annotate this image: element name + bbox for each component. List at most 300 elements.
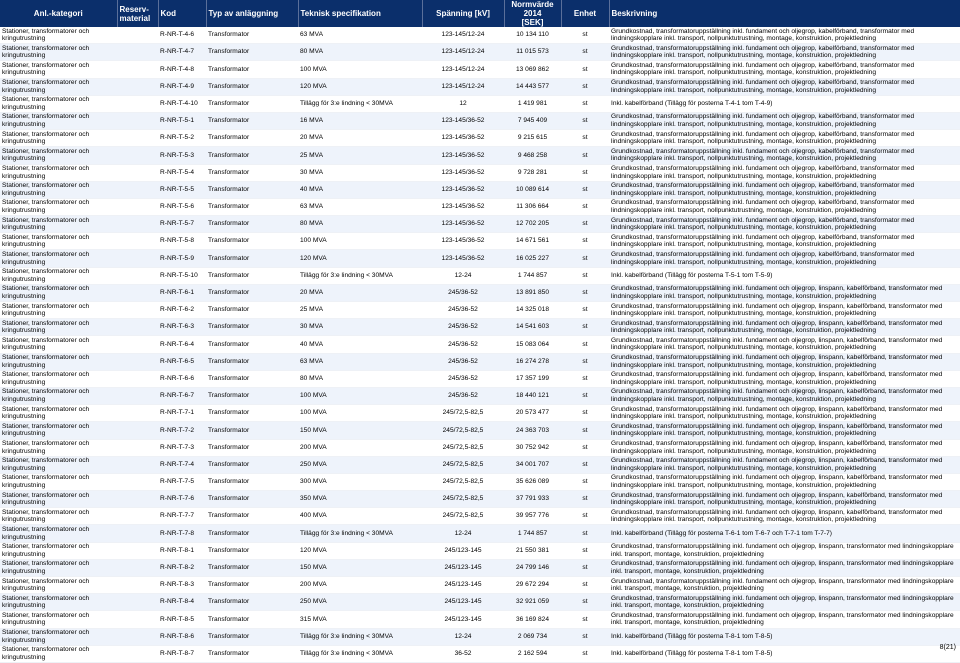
- reserve-cell: [117, 577, 158, 594]
- spec-cell: 100 MVA: [298, 61, 422, 78]
- description-cell: Inkl. kabelförband (Tillägg för posterna T-8-1 tom T-8-5): [609, 645, 960, 662]
- description-cell: Grundkostnad, transformatoruppställning inkl. fundament och oljegrop, linspann, transformator med lindningskopplare inkl. transport, montage, konstruktion, projektledning: [609, 611, 960, 628]
- norm-value-cell: 37 791 933: [504, 491, 561, 508]
- type-cell: Transformator: [206, 422, 298, 439]
- description-cell: Grundkostnad, transformatoruppställning inkl. fundament och oljegrop, kabelförband, transformator med lindningskopplare inkl. transport, nollpunktutrustning, montage, konstruktion, projektledning: [609, 164, 960, 181]
- voltage-cell: 245/72,5-82,5: [422, 405, 504, 422]
- category-cell: Stationer, transformatorer och kringutrustning: [0, 233, 117, 250]
- norm-value-cell: 14 443 577: [504, 78, 561, 95]
- code-cell: R-NR-T-7-7: [158, 508, 206, 525]
- voltage-cell: 245/36-52: [422, 319, 504, 336]
- table-row: [0, 336, 960, 353]
- code-cell: R-NR-T-6-6: [158, 370, 206, 387]
- reserve-cell: [117, 611, 158, 628]
- category-cell: Stationer, transformatorer och kringutrustning: [0, 628, 117, 645]
- type-cell: Transformator: [206, 628, 298, 645]
- category-cell: Stationer, transformatorer och kringutrustning: [0, 284, 117, 301]
- type-cell: Transformator: [206, 473, 298, 490]
- table-body: [0, 27, 960, 662]
- spec-cell: Tillägg för 3:e lindning < 30MVA: [298, 645, 422, 662]
- spec-cell: 300 MVA: [298, 473, 422, 490]
- norm-value-cell: 9 468 258: [504, 147, 561, 164]
- norm-value-cell: 10 134 110: [504, 27, 561, 44]
- voltage-cell: 12-24: [422, 267, 504, 284]
- spec-cell: Tillägg för 3:e lindning < 30MVA: [298, 267, 422, 284]
- table-row: [0, 577, 960, 594]
- reserve-cell: [117, 95, 158, 112]
- unit-cell: st: [561, 147, 609, 164]
- table-row: [0, 78, 960, 95]
- unit-cell: st: [561, 250, 609, 267]
- category-cell: Stationer, transformatorer och kringutrustning: [0, 422, 117, 439]
- unit-cell: st: [561, 61, 609, 78]
- norm-value-cell: 10 089 614: [504, 181, 561, 198]
- norm-value-cell: 1 744 857: [504, 525, 561, 542]
- reserve-cell: [117, 405, 158, 422]
- spec-cell: 80 MVA: [298, 216, 422, 233]
- table-row: [0, 559, 960, 576]
- norm-value-cell: 1 419 981: [504, 95, 561, 112]
- spec-cell: 120 MVA: [298, 250, 422, 267]
- type-cell: Transformator: [206, 559, 298, 576]
- code-cell: R-NR-T-7-2: [158, 422, 206, 439]
- unit-cell: st: [561, 628, 609, 645]
- reserve-cell: [117, 164, 158, 181]
- code-cell: R-NR-T-7-5: [158, 473, 206, 490]
- reserve-cell: [117, 353, 158, 370]
- table-row: [0, 267, 960, 284]
- description-cell: Grundkostnad, transformatoruppställning inkl. fundament och oljegrop, linspann, kabelförband, transformator med lindningskopplare inkl. transport, nollpunktutrustning, montage, konstruktion, projektledning: [609, 491, 960, 508]
- page-number: 8(21): [939, 644, 956, 651]
- description-cell: Grundkostnad, transformatoruppställning inkl. fundament och oljegrop, kabelförband, transformator med lindningskopplare inkl. transport, nollpunktutrustning, montage, konstruktion, projektledning: [609, 216, 960, 233]
- table-row: [0, 130, 960, 147]
- reserve-cell: [117, 336, 158, 353]
- spec-cell: Tillägg för 3:e lindning < 30MVA: [298, 628, 422, 645]
- unit-cell: st: [561, 164, 609, 181]
- reserve-cell: [117, 112, 158, 129]
- voltage-cell: 123-145/36-52: [422, 216, 504, 233]
- code-cell: R-NR-T-7-1: [158, 405, 206, 422]
- reserve-cell: [117, 422, 158, 439]
- table-row: [0, 44, 960, 61]
- code-cell: R-NR-T-4-10: [158, 95, 206, 112]
- code-cell: R-NR-T-4-7: [158, 44, 206, 61]
- spec-cell: 315 MVA: [298, 611, 422, 628]
- voltage-cell: 123-145/36-52: [422, 130, 504, 147]
- reserve-cell: [117, 319, 158, 336]
- norm-value-cell: 2 069 734: [504, 628, 561, 645]
- code-cell: R-NR-T-5-4: [158, 164, 206, 181]
- norm-value-cell: 13 891 850: [504, 284, 561, 301]
- norm-value-cell: 29 672 294: [504, 577, 561, 594]
- description-cell: Grundkostnad, transformatoruppställning inkl. fundament och oljegrop, kabelförband, transformator med lindningskopplare inkl. transport, nollpunktutrustning, montage, konstruktion, projektledning: [609, 250, 960, 267]
- norm-value-cell: 14 541 603: [504, 319, 561, 336]
- header-type: Typ av anläggning: [206, 0, 298, 27]
- code-cell: R-NR-T-6-5: [158, 353, 206, 370]
- description-cell: Inkl. kabelförband (Tillägg för posterna T-5-1 tom T-5-9): [609, 267, 960, 284]
- code-cell: R-NR-T-4-8: [158, 61, 206, 78]
- type-cell: Transformator: [206, 439, 298, 456]
- unit-cell: st: [561, 645, 609, 662]
- type-cell: Transformator: [206, 525, 298, 542]
- description-cell: Grundkostnad, transformatoruppställning inkl. fundament och oljegrop, kabelförband, transformator med lindningskopplare inkl. transport, nollpunktutrustning, montage, konstruktion, projektledning: [609, 181, 960, 198]
- norm-value-cell: 13 069 862: [504, 61, 561, 78]
- description-cell: Grundkostnad, transformatoruppställning inkl. fundament och oljegrop, linspann, kabelförband, transformator med lindningskopplare inkl. transport, nollpunktutrustning, montage, konstruktion, projektledning: [609, 302, 960, 319]
- description-cell: Grundkostnad, transformatoruppställning inkl. fundament och oljegrop, linspann, kabelförband, transformator med lindningskopplare inkl. transport, nollpunktutrustning, montage, konstruktion, projektledning: [609, 456, 960, 473]
- header-row: [0, 0, 960, 27]
- reserve-cell: [117, 216, 158, 233]
- category-cell: Stationer, transformatorer och kringutrustning: [0, 95, 117, 112]
- code-cell: R-NR-T-5-1: [158, 112, 206, 129]
- unit-cell: st: [561, 44, 609, 61]
- category-cell: Stationer, transformatorer och kringutrustning: [0, 130, 117, 147]
- description-cell: Grundkostnad, transformatoruppställning inkl. fundament och oljegrop, linspann, transformator med lindningskopplare inkl. transport, montage, konstruktion, projektledning: [609, 559, 960, 576]
- code-cell: R-NR-T-8-4: [158, 594, 206, 611]
- category-cell: Stationer, transformatorer och kringutrustning: [0, 577, 117, 594]
- description-cell: Grundkostnad, transformatoruppställning inkl. fundament och oljegrop, kabelförband, transformator med lindningskopplare inkl. transport, nollpunktutrustning, montage, konstruktion, projektledning: [609, 44, 960, 61]
- norm-value-cell: 21 550 381: [504, 542, 561, 559]
- category-cell: Stationer, transformatorer och kringutrustning: [0, 44, 117, 61]
- voltage-cell: 245/36-52: [422, 370, 504, 387]
- spec-cell: 30 MVA: [298, 164, 422, 181]
- spec-cell: 40 MVA: [298, 181, 422, 198]
- voltage-cell: 245/36-52: [422, 284, 504, 301]
- description-cell: Grundkostnad, transformatoruppställning inkl. fundament och oljegrop, kabelförband, transformator med lindningskopplare inkl. transport, nollpunktutrustning, montage, konstruktion, projektledning: [609, 233, 960, 250]
- reserve-cell: [117, 456, 158, 473]
- voltage-cell: 245/72,5-82,5: [422, 491, 504, 508]
- category-cell: Stationer, transformatorer och kringutrustning: [0, 61, 117, 78]
- table-row: [0, 250, 960, 267]
- unit-cell: st: [561, 525, 609, 542]
- reserve-cell: [117, 250, 158, 267]
- description-cell: Grundkostnad, transformatoruppställning inkl. fundament och oljegrop, linspann, transformator med lindningskopplare inkl. transport, montage, konstruktion, projektledning: [609, 594, 960, 611]
- unit-cell: st: [561, 422, 609, 439]
- reserve-cell: [117, 198, 158, 215]
- description-cell: Grundkostnad, transformatoruppställning inkl. fundament och oljegrop, linspann, kabelförband, transformator med lindningskopplare inkl. transport, nollpunktutrustning, montage, konstruktion, projektledning: [609, 508, 960, 525]
- code-cell: R-NR-T-5-3: [158, 147, 206, 164]
- unit-cell: st: [561, 577, 609, 594]
- unit-cell: st: [561, 473, 609, 490]
- unit-cell: st: [561, 319, 609, 336]
- category-cell: Stationer, transformatorer och kringutrustning: [0, 353, 117, 370]
- code-cell: R-NR-T-4-9: [158, 78, 206, 95]
- code-cell: R-NR-T-8-5: [158, 611, 206, 628]
- type-cell: Transformator: [206, 611, 298, 628]
- table-row: [0, 302, 960, 319]
- category-cell: Stationer, transformatorer och kringutrustning: [0, 405, 117, 422]
- norm-value-cell: 9 215 615: [504, 130, 561, 147]
- voltage-cell: 245/36-52: [422, 387, 504, 404]
- description-cell: Inkl. kabelförband (Tillägg för posterna T-4-1 tom T-4-9): [609, 95, 960, 112]
- unit-cell: st: [561, 456, 609, 473]
- header-description: Beskrivning: [609, 0, 960, 27]
- reserve-cell: [117, 508, 158, 525]
- table-row: [0, 491, 960, 508]
- table-row: [0, 456, 960, 473]
- norm-value-cell: 11 306 664: [504, 198, 561, 215]
- code-cell: R-NR-T-5-10: [158, 267, 206, 284]
- category-cell: Stationer, transformatorer och kringutrustning: [0, 267, 117, 284]
- norm-value-cell: 16 274 278: [504, 353, 561, 370]
- spec-cell: 25 MVA: [298, 147, 422, 164]
- table-row: [0, 319, 960, 336]
- voltage-cell: 123-145/12-24: [422, 27, 504, 44]
- code-cell: R-NR-T-4-6: [158, 27, 206, 44]
- voltage-cell: 123-145/12-24: [422, 44, 504, 61]
- table-row: [0, 370, 960, 387]
- category-cell: Stationer, transformatorer och kringutrustning: [0, 611, 117, 628]
- description-cell: Grundkostnad, transformatoruppställning inkl. fundament och oljegrop, linspann, transformator med lindningskopplare inkl. transport, montage, konstruktion, projektledning: [609, 577, 960, 594]
- table-row: [0, 594, 960, 611]
- description-cell: Grundkostnad, transformatoruppställning inkl. fundament och oljegrop, kabelförband, transformator med lindningskopplare inkl. transport, nollpunktutrustning, montage, konstruktion, projektledning: [609, 27, 960, 44]
- type-cell: Transformator: [206, 370, 298, 387]
- voltage-cell: 36-52: [422, 645, 504, 662]
- unit-cell: st: [561, 611, 609, 628]
- spec-cell: 250 MVA: [298, 594, 422, 611]
- table-row: [0, 216, 960, 233]
- category-cell: Stationer, transformatorer och kringutrustning: [0, 336, 117, 353]
- type-cell: Transformator: [206, 542, 298, 559]
- voltage-cell: 123-145/36-52: [422, 112, 504, 129]
- type-cell: Transformator: [206, 112, 298, 129]
- spec-cell: 120 MVA: [298, 78, 422, 95]
- voltage-cell: 245/72,5-82,5: [422, 422, 504, 439]
- table-row: [0, 95, 960, 112]
- code-cell: R-NR-T-8-1: [158, 542, 206, 559]
- unit-cell: st: [561, 336, 609, 353]
- table-row: [0, 353, 960, 370]
- header-unit: Enhet: [561, 0, 609, 27]
- unit-cell: st: [561, 284, 609, 301]
- type-cell: Transformator: [206, 508, 298, 525]
- norm-value-cell: 18 440 121: [504, 387, 561, 404]
- norm-value-cell: 14 325 018: [504, 302, 561, 319]
- type-cell: Transformator: [206, 78, 298, 95]
- code-cell: R-NR-T-7-8: [158, 525, 206, 542]
- voltage-cell: 123-145/36-52: [422, 233, 504, 250]
- voltage-cell: 123-145/36-52: [422, 147, 504, 164]
- category-cell: Stationer, transformatorer och kringutrustning: [0, 645, 117, 662]
- code-cell: R-NR-T-5-2: [158, 130, 206, 147]
- description-cell: Grundkostnad, transformatoruppställning inkl. fundament och oljegrop, linspann, kabelförband, transformator med lindningskopplare inkl. transport, nollpunktutrustning, montage, konstruktion, projektledning: [609, 473, 960, 490]
- voltage-cell: 245/72,5-82,5: [422, 456, 504, 473]
- reserve-cell: [117, 491, 158, 508]
- voltage-cell: 245/123-145: [422, 559, 504, 576]
- type-cell: Transformator: [206, 405, 298, 422]
- unit-cell: st: [561, 370, 609, 387]
- reserve-cell: [117, 233, 158, 250]
- header-category: Anl.-kategori: [0, 0, 117, 27]
- type-cell: Transformator: [206, 577, 298, 594]
- spec-cell: 63 MVA: [298, 27, 422, 44]
- spec-cell: 400 MVA: [298, 508, 422, 525]
- norm-value-cell: 20 573 477: [504, 405, 561, 422]
- header-norm: Normvärde 2014 [SEK]: [504, 0, 561, 27]
- category-cell: Stationer, transformatorer och kringutrustning: [0, 559, 117, 576]
- description-cell: Grundkostnad, transformatoruppställning inkl. fundament och oljegrop, linspann, kabelförband, transformator med lindningskopplare inkl. transport, nollpunktutrustning, montage, konstruktion, projektledning: [609, 336, 960, 353]
- norm-value-cell: 34 001 707: [504, 456, 561, 473]
- reserve-cell: [117, 645, 158, 662]
- reserve-cell: [117, 594, 158, 611]
- type-cell: Transformator: [206, 387, 298, 404]
- unit-cell: st: [561, 267, 609, 284]
- table-row: [0, 542, 960, 559]
- reserve-cell: [117, 439, 158, 456]
- description-cell: Grundkostnad, transformatoruppställning inkl. fundament och oljegrop, linspann, transformator med lindningskopplare inkl. transport, montage, konstruktion, projektledning: [609, 542, 960, 559]
- category-cell: Stationer, transformatorer och kringutrustning: [0, 387, 117, 404]
- type-cell: Transformator: [206, 44, 298, 61]
- type-cell: Transformator: [206, 198, 298, 215]
- norm-value-cell: 2 162 594: [504, 645, 561, 662]
- spec-cell: 20 MVA: [298, 130, 422, 147]
- description-cell: Grundkostnad, transformatoruppställning inkl. fundament och oljegrop, kabelförband, transformator med lindningskopplare inkl. transport, nollpunktutrustning, montage, konstruktion, projektledning: [609, 130, 960, 147]
- norm-value-cell: 14 671 561: [504, 233, 561, 250]
- spec-cell: 150 MVA: [298, 422, 422, 439]
- spec-cell: 350 MVA: [298, 491, 422, 508]
- voltage-cell: 245/123-145: [422, 611, 504, 628]
- category-cell: Stationer, transformatorer och kringutrustning: [0, 542, 117, 559]
- code-cell: R-NR-T-8-3: [158, 577, 206, 594]
- unit-cell: st: [561, 559, 609, 576]
- description-cell: Grundkostnad, transformatoruppställning inkl. fundament och oljegrop, kabelförband, transformator med lindningskopplare inkl. transport, nollpunktutrustning, montage, konstruktion, projektledning: [609, 147, 960, 164]
- unit-cell: st: [561, 508, 609, 525]
- table-row: [0, 181, 960, 198]
- unit-cell: st: [561, 181, 609, 198]
- spec-cell: 25 MVA: [298, 302, 422, 319]
- type-cell: Transformator: [206, 491, 298, 508]
- code-cell: R-NR-T-7-6: [158, 491, 206, 508]
- code-cell: R-NR-T-7-3: [158, 439, 206, 456]
- header-code: Kod: [158, 0, 206, 27]
- description-cell: Grundkostnad, transformatoruppställning inkl. fundament och oljegrop, linspann, kabelförband, transformator med lindningskopplare inkl. transport, nollpunktutrustning, montage, konstruktion, projektledning: [609, 353, 960, 370]
- type-cell: Transformator: [206, 233, 298, 250]
- code-cell: R-NR-T-6-7: [158, 387, 206, 404]
- category-cell: Stationer, transformatorer och kringutrustning: [0, 27, 117, 44]
- voltage-cell: 12-24: [422, 628, 504, 645]
- reserve-cell: [117, 628, 158, 645]
- norm-value-cell: 11 015 573: [504, 44, 561, 61]
- table-row: [0, 233, 960, 250]
- category-cell: Stationer, transformatorer och kringutrustning: [0, 112, 117, 129]
- table-row: [0, 147, 960, 164]
- voltage-cell: 245/36-52: [422, 353, 504, 370]
- norm-value-cell: 12 702 205: [504, 216, 561, 233]
- voltage-cell: 245/123-145: [422, 594, 504, 611]
- category-cell: Stationer, transformatorer och kringutrustning: [0, 216, 117, 233]
- reserve-cell: [117, 302, 158, 319]
- unit-cell: st: [561, 130, 609, 147]
- norm-value-cell: 17 357 199: [504, 370, 561, 387]
- table-row: [0, 27, 960, 44]
- code-cell: R-NR-T-6-4: [158, 336, 206, 353]
- code-cell: R-NR-T-5-8: [158, 233, 206, 250]
- category-cell: Stationer, transformatorer och kringutrustning: [0, 302, 117, 319]
- unit-cell: st: [561, 233, 609, 250]
- table-row: [0, 422, 960, 439]
- category-cell: Stationer, transformatorer och kringutrustning: [0, 319, 117, 336]
- type-cell: Transformator: [206, 594, 298, 611]
- table-row: [0, 112, 960, 129]
- type-cell: Transformator: [206, 456, 298, 473]
- norm-value-cell: 39 957 776: [504, 508, 561, 525]
- code-cell: R-NR-T-8-6: [158, 628, 206, 645]
- description-cell: Grundkostnad, transformatoruppställning inkl. fundament och oljegrop, linspann, kabelförband, transformator med lindningskopplare inkl. transport, nollpunktutrustning, montage, konstruktion, projektledning: [609, 405, 960, 422]
- spec-cell: 100 MVA: [298, 405, 422, 422]
- code-cell: R-NR-T-8-7: [158, 645, 206, 662]
- category-cell: Stationer, transformatorer och kringutrustning: [0, 594, 117, 611]
- type-cell: Transformator: [206, 302, 298, 319]
- category-cell: Stationer, transformatorer och kringutrustning: [0, 456, 117, 473]
- category-cell: Stationer, transformatorer och kringutrustning: [0, 491, 117, 508]
- reserve-cell: [117, 181, 158, 198]
- table-row: [0, 525, 960, 542]
- code-cell: R-NR-T-5-9: [158, 250, 206, 267]
- description-cell: Grundkostnad, transformatoruppställning inkl. fundament och oljegrop, linspann, kabelförband, transformator med lindningskopplare inkl. transport, nollpunktutrustning, montage, konstruktion, projektledning: [609, 319, 960, 336]
- category-cell: Stationer, transformatorer och kringutrustning: [0, 473, 117, 490]
- voltage-cell: 245/123-145: [422, 542, 504, 559]
- norm-value-cell: 32 921 059: [504, 594, 561, 611]
- type-cell: Transformator: [206, 284, 298, 301]
- table-row: [0, 198, 960, 215]
- description-cell: Grundkostnad, transformatoruppställning inkl. fundament och oljegrop, kabelförband, transformator med lindningskopplare inkl. transport, nollpunktutrustning, montage, konstruktion, projektledning: [609, 112, 960, 129]
- voltage-cell: 245/36-52: [422, 302, 504, 319]
- spec-cell: Tillägg för 3:e lindning < 30MVA: [298, 95, 422, 112]
- unit-cell: st: [561, 387, 609, 404]
- table-row: [0, 473, 960, 490]
- norm-value-cell: 30 752 942: [504, 439, 561, 456]
- type-cell: Transformator: [206, 267, 298, 284]
- category-cell: Stationer, transformatorer och kringutrustning: [0, 164, 117, 181]
- norm-value-cell: 24 363 703: [504, 422, 561, 439]
- type-cell: Transformator: [206, 147, 298, 164]
- table-row: [0, 164, 960, 181]
- unit-cell: st: [561, 353, 609, 370]
- description-cell: Grundkostnad, transformatoruppställning inkl. fundament och oljegrop, kabelförband, transformator med lindningskopplare inkl. transport, nollpunktutrustning, montage, konstruktion, projektledning: [609, 61, 960, 78]
- unit-cell: st: [561, 78, 609, 95]
- voltage-cell: 123-145/36-52: [422, 164, 504, 181]
- category-cell: Stationer, transformatorer och kringutrustning: [0, 439, 117, 456]
- reserve-cell: [117, 130, 158, 147]
- category-cell: Stationer, transformatorer och kringutrustning: [0, 147, 117, 164]
- reserve-cell: [117, 559, 158, 576]
- voltage-cell: 245/123-145: [422, 577, 504, 594]
- category-cell: Stationer, transformatorer och kringutrustning: [0, 525, 117, 542]
- unit-cell: st: [561, 27, 609, 44]
- norm-value-cell: 16 025 227: [504, 250, 561, 267]
- spec-cell: 30 MVA: [298, 319, 422, 336]
- unit-cell: st: [561, 95, 609, 112]
- description-cell: Grundkostnad, transformatoruppställning inkl. fundament och oljegrop, linspann, kabelförband, transformator med lindningskopplare inkl. transport, nollpunktutrustning, montage, konstruktion, projektledning: [609, 284, 960, 301]
- norm-value-cell: 1 744 857: [504, 267, 561, 284]
- unit-cell: st: [561, 491, 609, 508]
- unit-cell: st: [561, 112, 609, 129]
- norm-value-cell: 7 945 409: [504, 112, 561, 129]
- type-cell: Transformator: [206, 27, 298, 44]
- table-row: [0, 61, 960, 78]
- reserve-cell: [117, 27, 158, 44]
- description-cell: Grundkostnad, transformatoruppställning inkl. fundament och oljegrop, linspann, kabelförband, transformator med lindningskopplare inkl. transport, nollpunktutrustning, montage, konstruktion, projektledning: [609, 422, 960, 439]
- voltage-cell: 123-145/36-52: [422, 198, 504, 215]
- spec-cell: 200 MVA: [298, 439, 422, 456]
- unit-cell: st: [561, 405, 609, 422]
- spec-cell: 80 MVA: [298, 370, 422, 387]
- description-cell: Grundkostnad, transformatoruppställning inkl. fundament och oljegrop, linspann, kabelförband, transformator med lindningskopplare inkl. transport, nollpunktutrustning, montage, konstruktion, projektledning: [609, 439, 960, 456]
- spec-cell: 20 MVA: [298, 284, 422, 301]
- spec-cell: 100 MVA: [298, 233, 422, 250]
- type-cell: Transformator: [206, 130, 298, 147]
- spec-cell: 80 MVA: [298, 44, 422, 61]
- reserve-cell: [117, 370, 158, 387]
